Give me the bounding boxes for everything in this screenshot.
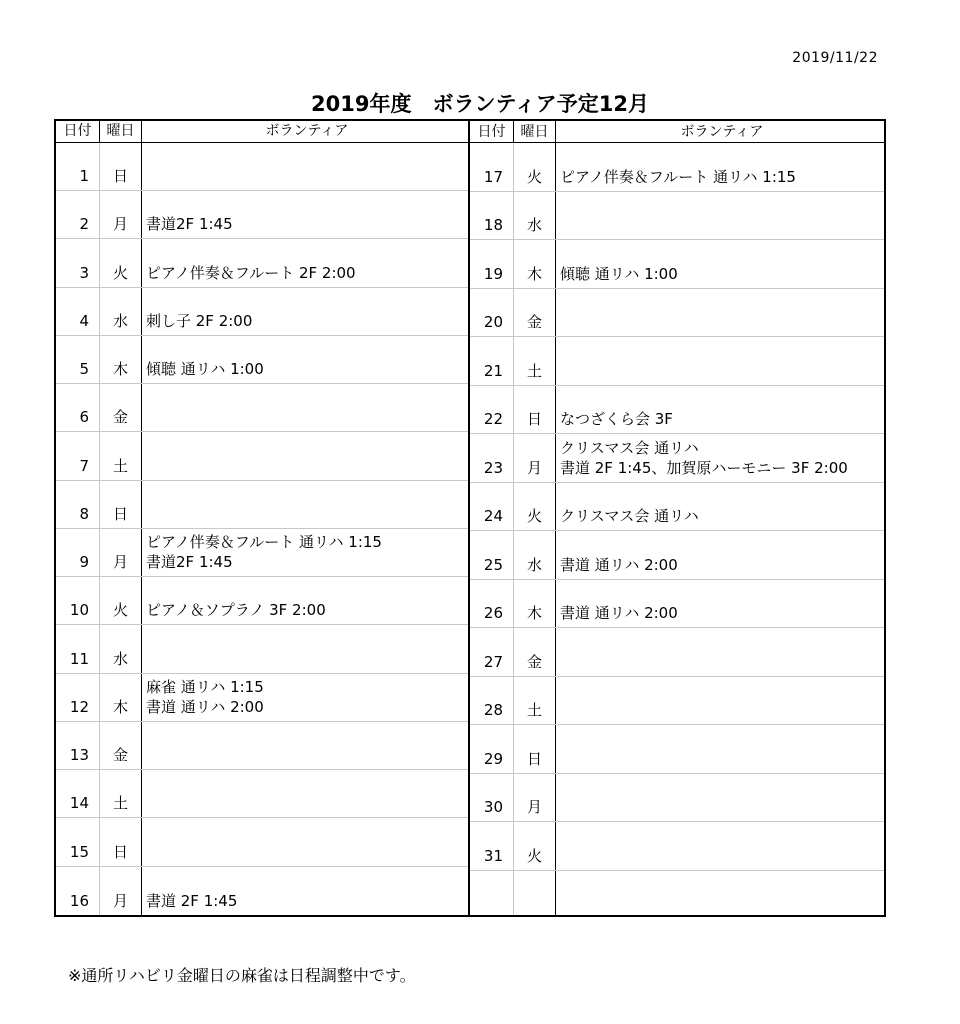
weekday-cell: 金 [100,722,142,769]
volunteer-cell [142,577,468,624]
table-row [470,628,884,677]
weekday-cell: 土 [514,677,556,725]
day-cell: 29 [470,725,514,773]
table-row [56,867,468,915]
weekday-cell: 日 [100,818,142,865]
table-row [56,288,468,336]
volunteer-cell [142,481,468,528]
day-cell: 23 [470,434,514,482]
schedule-right-half [470,121,884,915]
day-cell: 24 [470,483,514,531]
volunteer-cell [142,191,468,238]
table-row [56,191,468,239]
weekday-cell: 土 [100,770,142,817]
table-row [56,481,468,529]
volunteer-cell [142,625,468,672]
table-row [56,577,468,625]
volunteer-cell [142,770,468,817]
weekday-cell: 火 [100,577,142,624]
day-cell: 16 [56,867,100,915]
day-cell: 18 [470,192,514,240]
volunteer-cell [556,386,884,434]
weekday-cell: 木 [100,336,142,383]
table-row [56,818,468,866]
volunteer-cell [556,483,884,531]
weekday-cell: 火 [100,239,142,286]
header-volunteer: ボランティア [265,123,349,140]
schedule-table [54,119,886,917]
day-cell: 1 [56,143,100,190]
weekday-cell: 土 [514,337,556,385]
empty-row [470,871,884,916]
day-cell: 10 [56,577,100,624]
volunteer-cell [142,432,468,479]
table-row [470,725,884,774]
day-cell: 25 [470,531,514,579]
weekday-cell: 火 [514,483,556,531]
volunteer-entry: なつざくら会 3F [560,410,673,428]
day-cell: 13 [56,722,100,769]
volunteer-entry: クリスマス会 通リハ [560,507,699,525]
volunteer-cell [556,677,884,725]
table-row [56,770,468,818]
weekday-cell: 水 [514,531,556,579]
table-row [56,625,468,673]
day-cell: 6 [56,384,100,431]
table-row [470,434,884,483]
volunteer-cell [556,580,884,628]
volunteer-entry: ピアノ伴奏＆フルート 2F 2:00 [146,263,356,282]
table-row [56,384,468,432]
weekday-cell: 木 [514,580,556,628]
table-row [56,143,468,191]
header-day: 日付 [56,121,100,142]
volunteer-cell [556,774,884,822]
weekday-cell: 木 [100,674,142,721]
volunteer-entry: ピアノ伴奏＆フルート 通リハ 1:15 [560,167,796,186]
header-volunteer: ボランティア [680,123,764,140]
volunteer-entry: 書道2F 1:45 [146,553,233,572]
weekday-cell: 月 [514,434,556,482]
volunteer-cell [142,674,468,721]
weekday-cell: 金 [514,289,556,337]
table-header-row [470,121,884,143]
empty-cell [470,871,514,916]
volunteer-cell [556,289,884,337]
day-cell: 27 [470,628,514,676]
weekday-cell: 水 [514,192,556,240]
weekday-cell: 火 [514,822,556,870]
weekday-cell: 月 [100,867,142,915]
volunteer-cell [142,239,468,286]
volunteer-entry: 傾聴 通リハ 1:00 [146,360,264,379]
day-cell: 26 [470,580,514,628]
volunteer-entry: 書道 通リハ 2:00 [560,604,678,622]
day-cell: 31 [470,822,514,870]
volunteer-entry: 傾聴 通リハ 1:00 [560,264,678,283]
weekday-cell: 月 [100,529,142,576]
page-title: 2019年度 ボランティア予定12月 [311,92,649,116]
table-row [470,386,884,435]
weekday-cell: 土 [100,432,142,479]
table-row [470,483,884,532]
volunteer-cell [556,143,884,191]
volunteer-cell [142,529,468,576]
weekday-cell: 水 [100,288,142,335]
weekday-cell: 日 [514,386,556,434]
day-cell: 3 [56,239,100,286]
weekday-cell: 日 [514,725,556,773]
volunteer-cell [142,336,468,383]
table-row [470,822,884,871]
weekday-cell: 月 [514,774,556,822]
day-cell: 21 [470,337,514,385]
volunteer-cell [556,822,884,870]
volunteer-cell [142,818,468,865]
volunteer-cell [142,143,468,190]
volunteer-cell [556,192,884,240]
volunteer-entry: 書道 2F 1:45 [146,891,238,910]
volunteer-entry: 書道2F 1:45 [146,215,233,234]
day-cell: 4 [56,288,100,335]
footnote: ※通所リハビリ金曜日の麻雀は日程調整中です。 [68,966,416,985]
volunteer-cell [142,722,468,769]
day-cell: 15 [56,818,100,865]
table-row [470,677,884,726]
volunteer-cell [142,384,468,431]
volunteer-entry: 書道 2F 1:45、加賀原ハーモニー 3F 2:00 [560,458,848,477]
weekday-cell: 金 [514,628,556,676]
document-date: 2019/11/22 [792,50,878,66]
weekday-cell: 月 [100,191,142,238]
volunteer-cell [556,434,884,482]
day-cell: 5 [56,336,100,383]
table-row [470,192,884,241]
weekday-cell: 木 [514,240,556,288]
volunteer-cell [556,337,884,385]
volunteer-entry: 書道 通リハ 2:00 [560,555,678,574]
day-cell: 30 [470,774,514,822]
table-row [470,774,884,823]
day-cell: 14 [56,770,100,817]
table-row [56,239,468,287]
volunteer-entry: ピアノ＆ソプラノ 3F 2:00 [146,601,326,620]
empty-cell [556,871,884,916]
table-row [470,240,884,289]
day-cell: 11 [56,625,100,672]
header-weekday: 曜日 [100,121,142,142]
table-header-row [56,121,468,143]
day-cell: 8 [56,481,100,528]
day-cell: 22 [470,386,514,434]
volunteer-cell [142,867,468,915]
volunteer-cell [556,531,884,579]
day-cell: 12 [56,674,100,721]
table-row [470,289,884,338]
volunteer-cell [556,628,884,676]
table-row [470,531,884,580]
table-row [56,722,468,770]
weekday-cell: 火 [514,143,556,191]
day-cell: 17 [470,143,514,191]
table-row [56,432,468,480]
volunteer-cell [556,725,884,773]
day-cell: 7 [56,432,100,479]
volunteer-entry: 麻雀 通リハ 1:15 [146,677,264,696]
weekday-cell: 日 [100,481,142,528]
table-row [56,529,468,577]
table-row [56,674,468,722]
weekday-cell: 金 [100,384,142,431]
day-cell: 28 [470,677,514,725]
volunteer-cell [556,240,884,288]
day-cell: 9 [56,529,100,576]
table-row [470,337,884,386]
header-weekday: 曜日 [514,121,556,142]
weekday-cell: 日 [100,143,142,190]
volunteer-entry: クリスマス会 通リハ [560,438,699,457]
table-row [470,143,884,192]
schedule-left-half [56,121,470,915]
table-row [56,336,468,384]
volunteer-entry: 書道 通リハ 2:00 [146,697,264,716]
volunteer-cell [142,288,468,335]
day-cell: 20 [470,289,514,337]
volunteer-entry: 刺し子 2F 2:00 [146,311,253,330]
empty-cell [514,871,556,916]
weekday-cell: 水 [100,625,142,672]
day-cell: 19 [470,240,514,288]
table-row [470,580,884,629]
volunteer-entry: ピアノ伴奏＆フルート 通リハ 1:15 [146,533,382,552]
day-cell: 2 [56,191,100,238]
header-day: 日付 [470,121,514,142]
